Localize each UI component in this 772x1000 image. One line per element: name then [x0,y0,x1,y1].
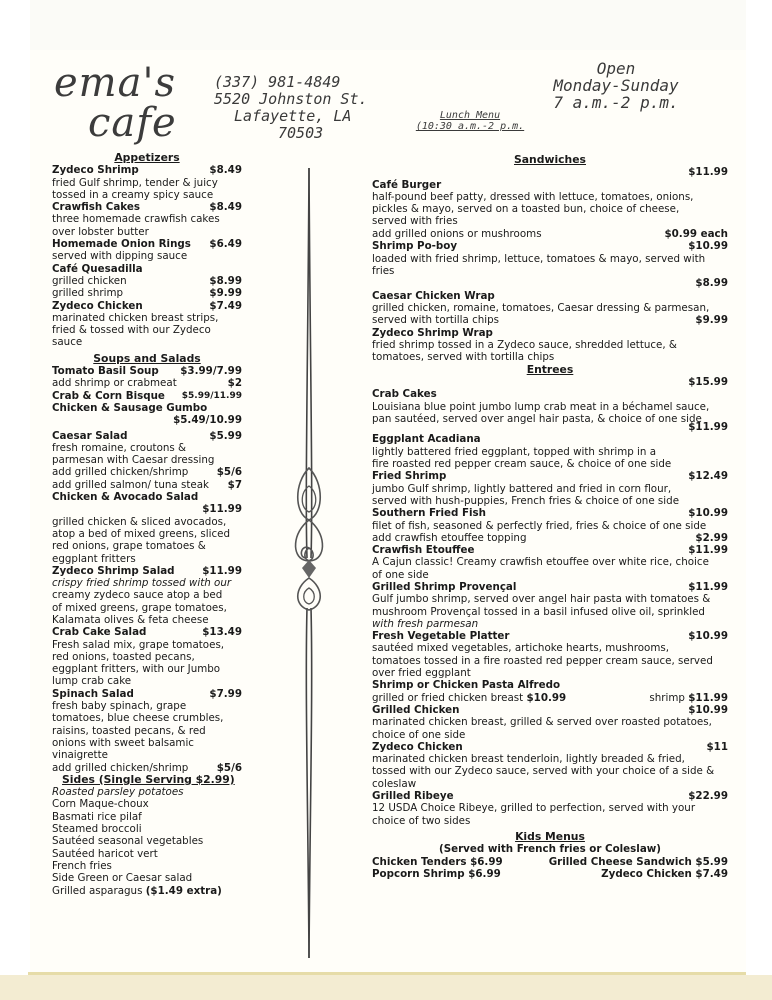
logo-line-2: cafe [88,100,177,146]
item-option [52,287,242,299]
item-price: $15.99 [688,375,728,388]
item-desc: over lobster butter [52,225,149,238]
sides-heading: Sides (Single Serving $2.99) [62,772,235,786]
item-desc: with fresh parmesan [372,617,479,630]
item-addon [372,228,728,240]
item-desc: coleslaw [372,777,417,790]
item-desc: Gulf jumbo shrimp, served over angel hair pasta with tomatoes & [372,593,711,606]
side-item: Basmati rice pilaf [52,810,142,823]
item-name: Zydeco Chicken [52,299,143,312]
item-option [52,275,242,287]
item-name: Shrimp Po-boy [372,240,458,253]
item-addon [52,466,242,478]
item-price: $5.99/11.99 [181,390,242,401]
option-label: grilled or fried chicken breast [372,691,524,704]
item-desc: served with dipping sauce [52,250,188,263]
kids-item: Popcorn Shrimp $6.99 [372,867,501,880]
item-name: Grilled Chicken [372,703,460,716]
item-desc: pickles & mayo, served on a toasted bun, choice of cheese, [372,203,680,216]
item-name: Fresh Vegetable Platter [372,630,510,643]
left-column [52,152,242,897]
side-asparagus: Grilled asparagus [52,884,143,897]
item-desc: tossed in a creamy spicy sauce [52,188,214,201]
addon-label: add crawfish etouffee topping [372,531,527,544]
item-price: $10.99 [688,630,728,643]
item-desc: fries [372,264,395,277]
item-desc: marinated chicken breast tenderloin, lightly breaded & fried, [372,753,685,766]
item-price: $8.99 [209,274,242,287]
item-price: $9.99 [209,287,242,300]
item-desc: choice of one side [372,728,466,741]
item-name: Chicken & Sausage Gumbo [52,401,208,414]
option-label: grilled chicken [52,274,127,287]
page-margin-left [0,0,30,1000]
item-desc: Kalamata olives & feta cheese [52,613,209,626]
menu-item [52,201,242,213]
side-item: Sautéed haricot vert [52,847,158,860]
item-price: $11.99 [202,564,242,577]
item-desc: tomatoes, served with tortilla chips [372,351,555,364]
item-desc: lightly battered fried eggplant, topped with shrimp in a [372,445,657,458]
item-name: Grilled Ribeye [372,790,454,803]
item-price: $11.99 [688,691,728,704]
item-name: Shrimp or Chicken Pasta Alfredo [372,679,561,692]
kids-row [372,856,728,868]
item-price: $10.99 [688,240,728,253]
item-desc: marinated chicken breast strips, [52,311,219,324]
item-desc: fresh baby spinach, grape [52,700,187,713]
menu-item [372,544,728,556]
item-name: Crawfish Cakes [52,201,140,214]
item-desc: served with tortilla chips [372,314,500,327]
right-column [372,154,728,880]
addon-price: $5/6 [216,466,242,479]
item-name: Zydeco Shrimp Wrap [372,326,493,339]
item-price: $10.99 [526,691,567,704]
item-name: Chicken & Avocado Salad [52,491,199,504]
item-price: $11.99 [688,166,728,179]
item-name: Crawfish Etouffee [372,544,475,557]
menu-item [372,704,728,716]
item-price: $8.49 [209,164,242,177]
addon-price: $7 [227,478,242,491]
menu-item [372,470,728,482]
item-desc: sautéed mixed vegetables, artichoke hearts, mushrooms, [372,642,670,655]
menu-item [52,390,242,402]
item-desc: fried Gulf shrimp, tender & juicy [52,176,218,189]
addon-label: add grilled salmon/ tuna steak [52,478,209,491]
item-desc: raisins, toasted pecans, & red [52,724,206,737]
kids-item: Grilled Cheese Sandwich $5.99 [548,855,728,868]
item-desc: filet of fish, seasoned & perfectly fried, fries & choice of one side [372,519,707,532]
item-desc: pan sautéed, served over angel hair pasta, & choice of one side [372,412,702,425]
menu-item [52,300,242,312]
item-price: $22.99 [688,790,728,803]
addon-price: $5/6 [216,761,242,774]
menu-item [52,238,242,250]
item-name: Grilled Shrimp Provençal [372,580,517,593]
option-label: grilled shrimp [52,287,124,300]
item-desc: loaded with fried shrimp, lettuce, tomatoes & mayo, served with [372,252,706,265]
page-bottom-strip [0,975,772,1000]
item-price: $5.49/10.99 [173,414,242,427]
item-price: $5.99 [209,429,242,442]
addon-label: add grilled onions or mushrooms [372,227,542,240]
item-name: Tomato Basil Soup [52,365,159,378]
logo-line-1: ema's [54,60,176,106]
item-desc: atop a bed of mixed greens, sliced [52,527,230,540]
menu-item [372,741,728,753]
addon-price: $2 [227,377,242,390]
item-desc: half-pound beef patty, dressed with lettuce, tomatoes, onions, [372,190,694,203]
addon-label: add grilled chicken/shrimp [52,466,189,479]
item-name: Eggplant Acadiana [372,433,481,446]
item-desc: parmesan with Caesar dressing [52,454,215,467]
item-name: Homemade Onion Rings [52,238,191,251]
addon-price: $2.99 [695,531,728,544]
lunch-title: Lunch Menu [439,110,501,121]
addon-price: $0.99 each [664,227,728,240]
hours-time: 7 a.m.-2 p.m. [553,93,679,112]
item-desc: three homemade crawfish cakes [52,213,220,226]
item-name: Crab & Corn Bisque [52,389,165,402]
page-margin-right [746,0,772,1000]
item-desc: grilled chicken & sliced avocados, [52,515,227,528]
item-name: Crab Cake Salad [52,626,147,639]
addon-label: add grilled chicken/shrimp [52,761,189,774]
appetizers-heading: Appetizers [114,151,180,164]
item-name: Spinach Salad [52,687,134,700]
item-name: Fried Shrimp [372,470,447,483]
item-desc: served with hush-puppies, French fries & choice of one side [372,494,680,507]
item-desc: sauce [52,336,83,349]
city-state: Lafayette, LA [234,107,352,125]
menu-item [52,164,242,176]
item-price: $11.99 [688,580,728,593]
item-desc: over fried eggplant [372,667,471,680]
hours-block [522,60,710,111]
item-name: Southern Fried Fish [372,507,486,520]
addon-label: add shrimp or crabmeat [52,377,177,390]
item-desc: fire roasted red pepper cream sauce, & choice of one side [372,458,672,471]
item-addon [52,762,242,774]
cafe-logo [54,60,204,152]
item-name: Caesar Chicken Wrap [372,289,495,302]
item-desc: jumbo Gulf shrimp, lightly battered and fried in corn flour, [372,482,672,495]
item-price: $11.99 [202,503,242,516]
kids-heading: Kids Menus [515,829,585,843]
item-price: $3.99/7.99 [180,365,242,378]
item-price: $8.99 [695,277,728,290]
contact-block [214,74,414,142]
item-desc: crispy fried shrimp tossed with our [52,577,232,590]
item-desc: onions with sweet balsamic [52,736,194,749]
side-item: Roasted parsley potatoes [52,786,184,799]
item-name: Café Quesadilla [52,262,143,275]
item-addon [372,532,728,544]
menu-item [372,790,728,802]
item-price: $10.99 [688,507,728,520]
side-asparagus-extra: ($1.49 extra) [145,884,222,897]
item-name: Caesar Salad [52,429,128,442]
item-name: Zydeco Shrimp [52,164,139,177]
item-desc: tomatoes tossed in a fire roasted red pepper cream sauce, served [372,654,713,667]
item-price: $11.99 [688,544,728,557]
item-price: $12.49 [688,470,728,483]
zip-code: 70503 [278,124,324,142]
hours-open: Open [596,59,636,78]
item-price: $6.49 [209,238,242,251]
item-desc: Louisiana blue point jumbo lump crab meat in a béchamel sauce, [372,400,710,413]
menu-item [52,365,242,377]
item-desc: marinated chicken breast, grilled & served over roasted potatoes, [372,716,712,729]
item-desc: fried & tossed with our Zydeco [52,324,211,337]
item-price: $13.49 [202,626,242,639]
option-label: shrimp [649,691,685,704]
item-price: $11 [706,740,728,753]
item-desc: fried shrimp tossed in a Zydeco sauce, shredded lettuce, & [372,339,677,352]
item-option [372,692,728,704]
side-item: Steamed broccoli [52,823,142,836]
item-price: $10.99 [688,703,728,716]
item-addon [52,479,242,491]
menu-item [52,688,242,700]
side-item: French fries [52,859,112,872]
menu-item [52,430,242,442]
side-item [52,885,242,897]
phone-number: (337) 981-4849 [214,73,341,91]
item-desc: choice of two sides [372,814,471,827]
item-price: $7.99 [209,687,242,700]
lunch-time: (10:30 a.m.-2 p.m. [415,121,525,132]
kids-row [372,868,728,880]
item-desc: 12 USDA Choice Ribeye, grilled to perfection, served with your [372,802,696,815]
item-desc: of one side [372,568,429,581]
item-desc: Fresh salad mix, grape tomatoes, [52,638,225,651]
side-item: Side Green or Caesar salad [52,872,193,885]
side-item: Sautéed seasonal vegetables [52,835,204,848]
side-item: Corn Maque-choux [52,798,149,811]
item-desc: creamy zydeco sauce atop a bed [52,589,223,602]
item-price: $8.49 [209,201,242,214]
kids-item: Chicken Tenders $6.99 [372,855,503,868]
menu-item [52,565,242,577]
item-name: Crab Cakes [372,388,437,401]
menu-item [372,507,728,519]
item-desc: eggplant fritters [52,552,136,565]
decorative-divider [288,168,330,958]
item-desc: red onions, toasted pecans, [52,650,195,663]
street-address: 5520 Johnston St. [214,90,368,108]
item-name: Café Burger [372,178,442,191]
hours-days: Monday-Sunday [553,76,679,95]
entrees-heading: Entrees [526,362,574,376]
item-name: Zydeco Shrimp Salad [52,564,175,577]
menu-item [372,630,728,642]
item-desc: tossed with our Zydeco sauce, served with your choice of a side & [372,765,715,778]
kids-subtitle: (Served with French fries or Coleslaw) [439,843,661,856]
item-desc: of mixed greens, grape tomatoes, [52,601,227,614]
item-price: $11.99 [688,421,728,434]
lunch-menu-label [400,110,540,132]
menu-item [372,581,728,593]
item-desc: red onions, grape tomatoes & [52,540,206,553]
sandwiches-heading: Sandwiches [514,153,586,166]
item-desc: grilled chicken, romaine, tomatoes, Caesar dressing & parmesan, [372,301,710,314]
item-name: Zydeco Chicken [372,740,463,753]
item-desc: fresh romaine, croutons & [52,441,187,454]
item-desc: mushroom Provençal tossed in a basil infused olive oil, sprinkled [372,605,705,618]
item-desc: A Cajun classic! Creamy crawfish etouffee over white rice, choice [372,556,709,569]
item-price: $9.99 [695,314,728,327]
item-desc: vinaigrette [52,749,108,762]
kids-item: Zydeco Chicken $7.49 [601,867,728,880]
item-desc: eggplant fritters, with our Jumbo [52,663,221,676]
item-desc: tomatoes, blue cheese crumbles, [52,712,224,725]
item-desc: served with fries [372,215,458,228]
item-addon [52,377,242,389]
menu-item [52,626,242,638]
item-price: $7.49 [209,299,242,312]
soups-heading: Soups and Salads [93,351,201,365]
item-desc: lump crab cake [52,675,132,688]
